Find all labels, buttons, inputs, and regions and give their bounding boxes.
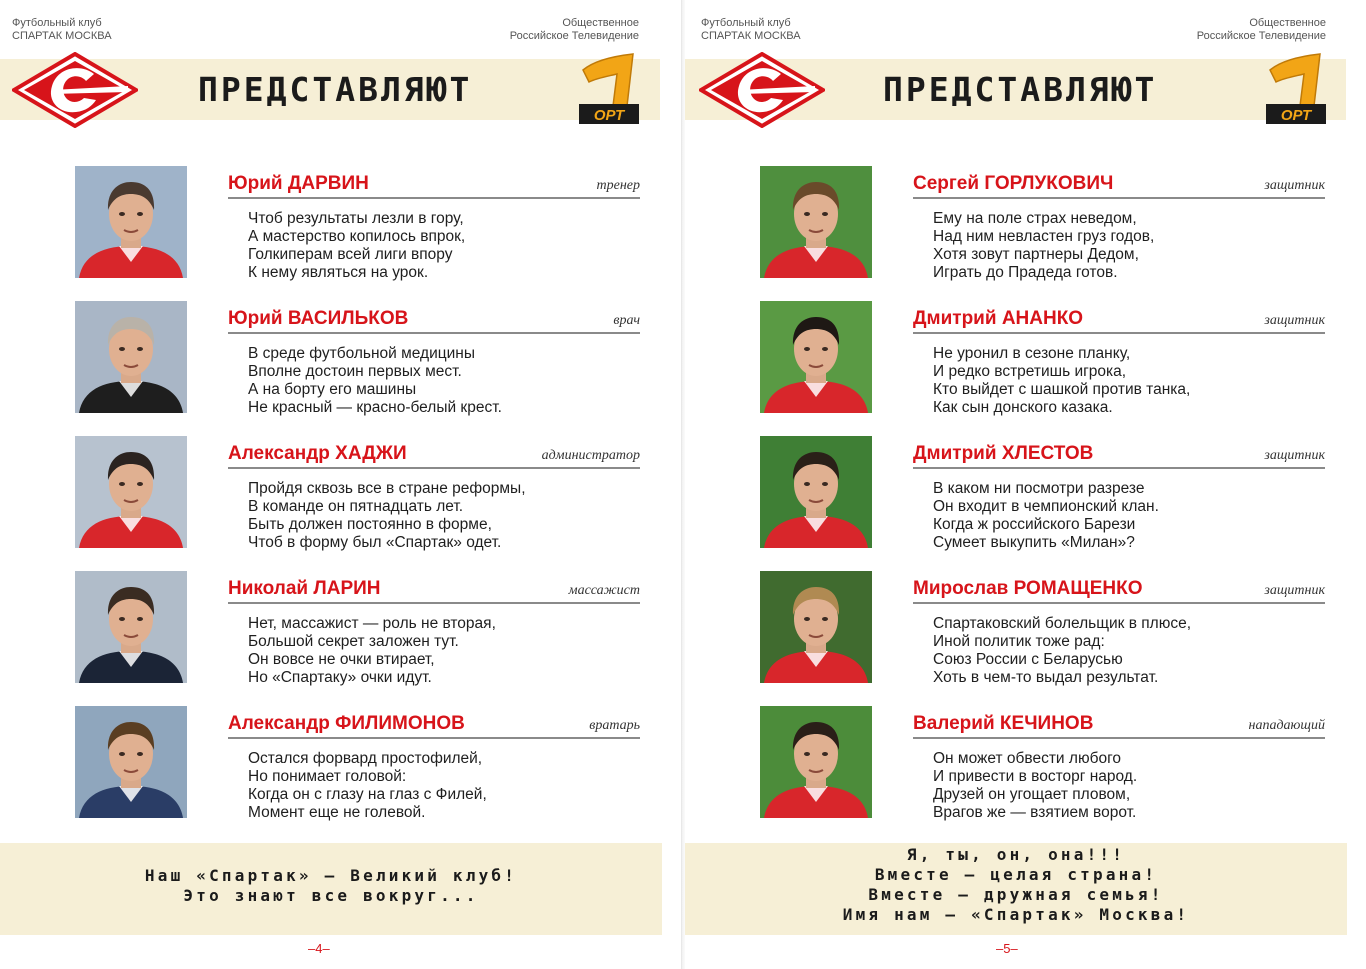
club-label [12, 17, 112, 43]
staff-name: Валерий КЕЧИНОВ [913, 713, 1094, 734]
name-line [228, 173, 640, 199]
poem-line: Нет, массажист — роль не вторая, [248, 615, 496, 632]
staff-role: защитник [1264, 583, 1325, 598]
staff-poem [933, 345, 1333, 417]
poem-line: Но понимает головой: [248, 768, 407, 785]
portrait-photo [760, 436, 872, 548]
staff-poem [248, 210, 648, 282]
name-line [228, 713, 640, 739]
staff-photo [760, 706, 872, 818]
poem-line: Он может обвести любого [933, 750, 1121, 767]
poem-line: Играть до Прадеда готов. [933, 264, 1118, 281]
poem-line: Хотя зовут партнеры Дедом, [933, 246, 1139, 263]
svg-text:ОРТ: ОРТ [593, 107, 625, 124]
ort-label [510, 17, 639, 43]
footer-slogan-line-2: Вместе — целая страна! [874, 865, 1158, 884]
poem-line: Вполне достоин первых мест. [248, 363, 462, 380]
club-label-line-1: Футбольный клуб [701, 17, 791, 29]
ort-label [1197, 17, 1326, 43]
club-label [701, 17, 801, 43]
portrait-photo [75, 301, 187, 413]
ort-logo-icon [1262, 52, 1330, 128]
poem-line: Но «Спартаку» очки идут. [248, 669, 432, 686]
staff-photo [760, 571, 872, 683]
staff-poem [933, 480, 1333, 552]
page-number: –5– [996, 941, 1018, 956]
poem-line: Врагов же — взятием ворот. [933, 804, 1137, 821]
staff-photo [75, 301, 187, 413]
staff-role: администратор [541, 448, 640, 463]
poem-line: Друзей он угощает пловом, [933, 786, 1131, 803]
ort-label-line-2: Российское Телевидение [1196, 30, 1326, 42]
name-line [228, 443, 640, 469]
staff-photo [760, 166, 872, 278]
staff-poem [248, 750, 648, 822]
staff-name: Мирослав РОМАЩЕНКО [913, 578, 1143, 599]
staff-poem [248, 615, 648, 687]
staff-photo [75, 571, 187, 683]
staff-role: защитник [1264, 313, 1325, 328]
staff-role: врач [613, 313, 640, 328]
name-line [228, 308, 640, 334]
staff-role: вратарь [589, 718, 640, 733]
portrait-photo [75, 571, 187, 683]
poem-line: Чтоб в форму был «Спартак» одет. [248, 534, 502, 551]
staff-entry [685, 301, 1345, 416]
portrait-photo [760, 706, 872, 818]
header-title: ПРЕДСТАВЛЯЮТ [198, 70, 473, 109]
staff-photo [75, 706, 187, 818]
name-line [228, 578, 640, 604]
footer-slogan-line-1: Я, ты, он, она!!! [906, 845, 1126, 864]
poem-line: Он входит в чемпионский клан. [933, 498, 1159, 515]
name-line [913, 308, 1325, 334]
poem-line: Момент еще не голевой. [248, 804, 426, 821]
poem-line: Быть должен постоянно в форме, [248, 516, 492, 533]
poem-line: Он вовсе не очки втирает, [248, 651, 435, 668]
poem-line: И редко встретишь игрока, [933, 363, 1127, 380]
staff-name: Юрий ВАСИЛЬКОВ [228, 308, 409, 329]
staff-name: Дмитрий ХЛЕСТОВ [913, 443, 1094, 464]
ort-label-line-1: Общественное [1249, 17, 1326, 29]
staff-entry [685, 436, 1345, 551]
staff-name: Александр ФИЛИМОНОВ [228, 713, 465, 734]
staff-name: Николай ЛАРИН [228, 578, 381, 599]
poem-line: В каком ни посмотри разрезе [933, 480, 1145, 497]
poem-line: Голкиперам всей лиги впору [248, 246, 453, 263]
poem-line: В среде футбольной медицины [248, 345, 475, 362]
staff-poem [933, 750, 1333, 822]
portrait-photo [75, 436, 187, 548]
poem-line: Большой секрет заложен тут. [248, 633, 459, 650]
staff-entry [685, 706, 1345, 821]
portrait-photo [760, 571, 872, 683]
staff-photo [760, 436, 872, 548]
page-number: –4– [308, 941, 330, 956]
poem-line: Пройдя сквозь все в стране реформы, [248, 480, 526, 497]
staff-photo [75, 436, 187, 548]
page-left [0, 0, 681, 969]
poem-line: Не уронил в сезоне планку, [933, 345, 1131, 362]
ort-label-line-2: Российское Телевидение [509, 30, 639, 42]
staff-poem [933, 210, 1333, 282]
footer-slogan-line-4: Имя нам — «Спартак» Москва! [842, 905, 1190, 924]
staff-name: Александр ХАДЖИ [228, 443, 407, 464]
club-label-line-2: СПАРТАК МОСКВА [701, 30, 801, 42]
staff-poem [248, 345, 648, 417]
staff-entry [685, 571, 1345, 686]
staff-poem [933, 615, 1333, 687]
club-label-line-2: СПАРТАК МОСКВА [12, 30, 112, 42]
header-title: ПРЕДСТАВЛЯЮТ [883, 70, 1158, 109]
staff-poem [248, 480, 648, 552]
spartak-logo-icon [12, 52, 138, 128]
poem-line: Не красный — красно-белый крест. [248, 399, 502, 416]
staff-name: Дмитрий АНАНКО [913, 308, 1084, 329]
poem-line: В команде он пятнадцать лет. [248, 498, 464, 515]
staff-entry [0, 166, 660, 281]
poem-line: Остался форвард простофилей, [248, 750, 483, 767]
staff-role: защитник [1264, 448, 1325, 463]
poem-line: Кто выйдет с шашкой против танка, [933, 381, 1191, 398]
name-line [913, 578, 1325, 604]
name-line [913, 443, 1325, 469]
staff-photo [760, 301, 872, 413]
staff-entry [685, 166, 1345, 281]
staff-photo [75, 166, 187, 278]
poem-line: Ему на поле страх неведом, [933, 210, 1137, 227]
poem-line: А мастерство копилось впрок, [248, 228, 466, 245]
poem-line: К нему являться на урок. [248, 264, 429, 281]
portrait-photo [75, 706, 187, 818]
poem-line: Иной политик тоже рад: [933, 633, 1105, 650]
staff-role: защитник [1264, 178, 1325, 193]
poem-line: И привести в восторг народ. [933, 768, 1138, 785]
ort-logo-icon [575, 52, 643, 128]
club-label-line-1: Футбольный клуб [12, 17, 102, 29]
svg-text:ОРТ: ОРТ [1280, 107, 1312, 124]
portrait-photo [760, 301, 872, 413]
footer-slogan-line-1: Наш «Спартак» — Великий клуб! [144, 866, 518, 885]
staff-entry [0, 571, 660, 686]
poem-line: Сумеет выкупить «Милан»? [933, 534, 1135, 551]
poem-line: Союз России с Беларусью [933, 651, 1123, 668]
staff-entry [0, 706, 660, 821]
footer-slogan-line-2: Это знают все вокруг... [183, 886, 479, 905]
poem-line: Спартаковский болельщик в плюсе, [933, 615, 1192, 632]
staff-role: тренер [596, 178, 640, 193]
page-right [685, 0, 1366, 969]
poem-line: Над ним невластен груз годов, [933, 228, 1155, 245]
staff-name: Сергей ГОРЛУКОВИЧ [913, 173, 1114, 194]
portrait-photo [75, 166, 187, 278]
poem-line: Как сын донского казака. [933, 399, 1113, 416]
poem-line: Когда ж российского Барези [933, 516, 1136, 533]
staff-role: массажист [568, 583, 640, 598]
footer-slogan-line-3: Вместе — дружная семья! [868, 885, 1164, 904]
staff-entry [0, 436, 660, 551]
staff-name: Юрий ДАРВИН [228, 173, 369, 194]
poem-line: А на борту его машины [248, 381, 417, 398]
portrait-photo [760, 166, 872, 278]
staff-role: нападающий [1248, 718, 1325, 733]
spartak-logo-icon [699, 52, 825, 128]
poem-line: Когда он с глазу на глаз с Филей, [248, 786, 487, 803]
name-line [913, 713, 1325, 739]
staff-entry [0, 301, 660, 416]
poem-line: Хоть в чем-то выдал результат. [933, 669, 1159, 686]
poem-line: Чтоб результаты лезли в гору, [248, 210, 464, 227]
name-line [913, 173, 1325, 199]
ort-label-line-1: Общественное [562, 17, 639, 29]
